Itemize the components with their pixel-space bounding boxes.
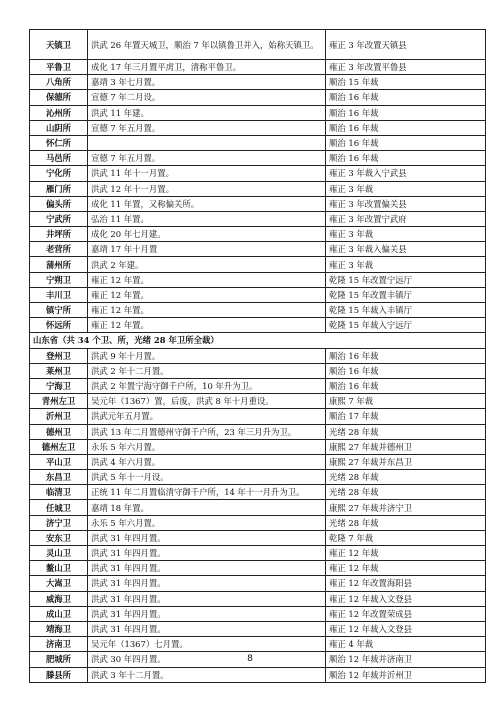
table-row bbox=[30, 227, 486, 242]
establishment-note: 洪武 31 年四月置。 bbox=[88, 606, 326, 621]
garrison-name: 济南卫 bbox=[30, 637, 88, 652]
establishment-note: 弘治 11 年置。 bbox=[88, 211, 326, 226]
establishment-note: 成化 17 年三月置平虏卫，清称平鲁卫。 bbox=[88, 60, 326, 75]
garrison-name: 临清卫 bbox=[30, 485, 88, 500]
establishment-note: 正统 11 年二月置临清守御千户所，14 年十一月升为卫。 bbox=[88, 485, 326, 500]
abolition-note: 顺治 16 年裁 bbox=[326, 151, 486, 166]
abolition-note: 光绪 28 年裁 bbox=[326, 515, 486, 530]
garrison-name: 宁朔卫 bbox=[30, 272, 88, 287]
establishment-note: 宣德 7 年五月置。 bbox=[88, 120, 326, 135]
table-row bbox=[30, 621, 486, 636]
table-row bbox=[30, 576, 486, 591]
table-row bbox=[30, 181, 486, 196]
establishment-note: 洪武 31 年四月置。 bbox=[88, 530, 326, 545]
table-row bbox=[30, 30, 486, 60]
establishment-note: 嘉靖 18 年置。 bbox=[88, 500, 326, 515]
abolition-note: 乾隆 15 年改置丰镇厅 bbox=[326, 287, 486, 302]
establishment-note: 吴元年（1367）七月置。 bbox=[88, 637, 326, 652]
abolition-note: 雍正 4 年裁 bbox=[326, 637, 486, 652]
abolition-note: 雍正 12 年裁入文登县 bbox=[326, 621, 486, 636]
table-row bbox=[30, 637, 486, 652]
abolition-note: 光绪 28 年裁 bbox=[326, 485, 486, 500]
table-row bbox=[30, 667, 486, 682]
garrison-name: 怀仁所 bbox=[30, 135, 88, 150]
table-row bbox=[30, 105, 486, 120]
establishment-note: 雍正 12 年置。 bbox=[88, 318, 326, 333]
establishment-note: 洪武 12 年十一月置。 bbox=[88, 181, 326, 196]
garrison-name: 沂州卫 bbox=[30, 409, 88, 424]
abolition-note: 雍正 3 年裁 bbox=[326, 181, 486, 196]
establishment-note: 洪武 2 年置宁海守御千户所，10 年升为卫。 bbox=[88, 378, 326, 393]
table-row bbox=[30, 409, 486, 424]
table-body-top bbox=[30, 30, 486, 333]
establishment-note: 洪武 26 年置天城卫，顺治 7 年以镇鲁卫并入，始称天镇卫。 bbox=[88, 30, 326, 60]
garrison-name: 镇宁所 bbox=[30, 303, 88, 318]
abolition-note: 乾隆 15 年改置宁远厅 bbox=[326, 272, 486, 287]
section-heading-row bbox=[30, 333, 486, 348]
table-row bbox=[30, 196, 486, 211]
garrison-name: 德州左卫 bbox=[30, 439, 88, 454]
abolition-note: 顺治 16 年裁 bbox=[326, 90, 486, 105]
establishment-note: 成化 20 年七月建。 bbox=[88, 227, 326, 242]
garrison-name: 偏头所 bbox=[30, 196, 88, 211]
establishment-note: 洪武 31 年四月置。 bbox=[88, 591, 326, 606]
abolition-note: 雍正 3 年改置平鲁县 bbox=[326, 60, 486, 75]
establishment-note: 洪武 11 年十一月置。 bbox=[88, 166, 326, 181]
table-row bbox=[30, 424, 486, 439]
table-row bbox=[30, 318, 486, 333]
table-row bbox=[30, 60, 486, 75]
table-row bbox=[30, 211, 486, 226]
page-number: 8 bbox=[247, 654, 253, 664]
garrison-name: 登州卫 bbox=[30, 348, 88, 363]
table-row bbox=[30, 485, 486, 500]
garrison-name: 八角所 bbox=[30, 75, 88, 90]
table-row bbox=[30, 561, 486, 576]
garrison-name: 宁化所 bbox=[30, 166, 88, 181]
garrison-name: 保德所 bbox=[30, 90, 88, 105]
table-row bbox=[30, 242, 486, 257]
garrison-name: 宁海卫 bbox=[30, 378, 88, 393]
establishment-note: 洪武元年五月置。 bbox=[88, 409, 326, 424]
abolition-note: 光绪 28 年裁 bbox=[326, 470, 486, 485]
abolition-note: 顺治 16 年裁 bbox=[326, 363, 486, 378]
establishment-note: 洪武 3 年十二月置。 bbox=[88, 667, 326, 682]
garrison-name: 莱州卫 bbox=[30, 363, 88, 378]
establishment-note: 洪武 11 年建。 bbox=[88, 105, 326, 120]
garrison-name: 平鲁卫 bbox=[30, 60, 88, 75]
table-section bbox=[30, 333, 486, 348]
abolition-note: 乾隆 15 年裁入丰镇厅 bbox=[326, 303, 486, 318]
abolition-note: 康熙 7 年裁 bbox=[326, 394, 486, 409]
establishment-note: 雍正 12 年置。 bbox=[88, 287, 326, 302]
garrison-name: 肥城所 bbox=[30, 652, 88, 667]
abolition-note: 雍正 12 年裁入文登县 bbox=[326, 591, 486, 606]
table-row bbox=[30, 348, 486, 363]
garrison-name: 天镇卫 bbox=[30, 30, 88, 60]
table-row bbox=[30, 500, 486, 515]
abolition-note: 雍正 12 年改置荣成县 bbox=[326, 606, 486, 621]
garrison-name: 沁州所 bbox=[30, 105, 88, 120]
establishment-note: 宣德 7 年五月置。 bbox=[88, 151, 326, 166]
table-row bbox=[30, 257, 486, 272]
garrison-name: 灵山卫 bbox=[30, 546, 88, 561]
establishment-note: 永乐 5 年六月置。 bbox=[88, 439, 326, 454]
garrison-name: 丰川卫 bbox=[30, 287, 88, 302]
garrison-name: 雁门所 bbox=[30, 181, 88, 196]
establishment-note: 洪武 2 年十二月置。 bbox=[88, 363, 326, 378]
table-body-bottom bbox=[30, 348, 486, 682]
garrison-name: 威海卫 bbox=[30, 591, 88, 606]
establishment-note: 吴元年（1367）置，后废，洪武 8 年十月重设。 bbox=[88, 394, 326, 409]
table-row bbox=[30, 151, 486, 166]
section-heading: 山东省（共 34 个卫、所，光绪 28 年卫所全裁） bbox=[30, 333, 486, 348]
establishment-note: 雍正 12 年置。 bbox=[88, 303, 326, 318]
garrison-name: 山阴所 bbox=[30, 120, 88, 135]
garrison-name: 济宁卫 bbox=[30, 515, 88, 530]
establishment-note: 洪武 4 年六月置。 bbox=[88, 454, 326, 469]
establishment-note: 嘉靖 17 年十月置 bbox=[88, 242, 326, 257]
abolition-note: 雍正 12 年改置海阳县 bbox=[326, 576, 486, 591]
establishment-note: 嘉靖 3 年七月置。 bbox=[88, 75, 326, 90]
establishment-note: 宣德 7 年二月设。 bbox=[88, 90, 326, 105]
garrison-name: 鳌山卫 bbox=[30, 561, 88, 576]
abolition-note: 顺治 12 年裁并沂州卫 bbox=[326, 667, 486, 682]
abolition-note: 雍正 3 年裁入偏关县 bbox=[326, 242, 486, 257]
garrison-table bbox=[29, 29, 486, 683]
establishment-note: 洪武 31 年四月置。 bbox=[88, 576, 326, 591]
abolition-note: 顺治 16 年裁 bbox=[326, 135, 486, 150]
abolition-note: 乾隆 7 年裁 bbox=[326, 530, 486, 545]
table-row bbox=[30, 75, 486, 90]
establishment-note: 洪武 31 年四月置。 bbox=[88, 561, 326, 576]
abolition-note: 顺治 16 年裁 bbox=[326, 120, 486, 135]
establishment-note: 洪武 31 年四月置。 bbox=[88, 621, 326, 636]
abolition-note: 雍正 3 年裁 bbox=[326, 227, 486, 242]
garrison-name: 任城卫 bbox=[30, 500, 88, 515]
garrison-name: 井坪所 bbox=[30, 227, 88, 242]
table-row bbox=[30, 287, 486, 302]
table-row bbox=[30, 454, 486, 469]
abolition-note: 乾隆 15 年裁入宁远厅 bbox=[326, 318, 486, 333]
abolition-note: 顺治 15 年裁 bbox=[326, 75, 486, 90]
abolition-note: 雍正 12 年裁 bbox=[326, 546, 486, 561]
establishment-note: 洪武 13 年二月置德州守御千户所，23 年三月升为卫。 bbox=[88, 424, 326, 439]
garrison-name: 宁武所 bbox=[30, 211, 88, 226]
establishment-note: 永乐 5 年六月置。 bbox=[88, 515, 326, 530]
abolition-note: 顺治 16 年裁 bbox=[326, 105, 486, 120]
abolition-note: 雍正 3 年改置宁武府 bbox=[326, 211, 486, 226]
abolition-note: 顺治 12 年裁并济南卫 bbox=[326, 652, 486, 667]
table-row bbox=[30, 470, 486, 485]
table-row bbox=[30, 90, 486, 105]
abolition-note: 光绪 28 年裁 bbox=[326, 424, 486, 439]
establishment-note: 雍正 12 年置。 bbox=[88, 272, 326, 287]
abolition-note: 顺治 16 年裁 bbox=[326, 348, 486, 363]
table-row bbox=[30, 166, 486, 181]
establishment-note: 洪武 31 年四月置。 bbox=[88, 546, 326, 561]
garrison-name: 老营所 bbox=[30, 242, 88, 257]
garrison-name: 滕县所 bbox=[30, 667, 88, 682]
garrison-name: 马邑所 bbox=[30, 151, 88, 166]
garrison-name: 蒲州所 bbox=[30, 257, 88, 272]
garrison-name: 平山卫 bbox=[30, 454, 88, 469]
establishment-note: 洪武 9 年十月置。 bbox=[88, 348, 326, 363]
garrison-name: 青州左卫 bbox=[30, 394, 88, 409]
table-row bbox=[30, 606, 486, 621]
table-row bbox=[30, 363, 486, 378]
garrison-name: 成山卫 bbox=[30, 606, 88, 621]
establishment-note bbox=[88, 135, 326, 150]
table-row bbox=[30, 439, 486, 454]
garrison-name: 德州卫 bbox=[30, 424, 88, 439]
table-row bbox=[30, 530, 486, 545]
garrison-name: 怀远所 bbox=[30, 318, 88, 333]
table-row bbox=[30, 303, 486, 318]
abolition-note: 康熙 27 年裁并东昌卫 bbox=[326, 454, 486, 469]
abolition-note: 雍正 12 年裁 bbox=[326, 561, 486, 576]
establishment-note: 洪武 5 年十一月设。 bbox=[88, 470, 326, 485]
abolition-note: 雍正 3 年裁 bbox=[326, 257, 486, 272]
abolition-note: 康熙 27 年裁并济宁卫 bbox=[326, 500, 486, 515]
table-row bbox=[30, 272, 486, 287]
abolition-note: 顺治 16 年裁 bbox=[326, 378, 486, 393]
abolition-note: 雍正 3 年裁入宁武县 bbox=[326, 166, 486, 181]
garrison-name: 安东卫 bbox=[30, 530, 88, 545]
table-row bbox=[30, 135, 486, 150]
table-row bbox=[30, 120, 486, 135]
table-row bbox=[30, 378, 486, 393]
table-row bbox=[30, 394, 486, 409]
garrison-name: 靖海卫 bbox=[30, 621, 88, 636]
garrison-name: 大嵩卫 bbox=[30, 576, 88, 591]
establishment-note: 洪武 30 年四月置。 bbox=[88, 652, 326, 667]
establishment-note: 成化 11 年置，又称偏关所。 bbox=[88, 196, 326, 211]
table-row bbox=[30, 591, 486, 606]
table-row bbox=[30, 515, 486, 530]
garrison-name: 东昌卫 bbox=[30, 470, 88, 485]
abolition-note: 康熙 27 年裁并德州卫 bbox=[326, 439, 486, 454]
abolition-note: 雍正 3 年改置偏关县 bbox=[326, 196, 486, 211]
table-row bbox=[30, 546, 486, 561]
establishment-note: 洪武 2 年建。 bbox=[88, 257, 326, 272]
abolition-note: 雍正 3 年改置天镇县 bbox=[326, 30, 486, 60]
abolition-note: 顺治 17 年裁 bbox=[326, 409, 486, 424]
